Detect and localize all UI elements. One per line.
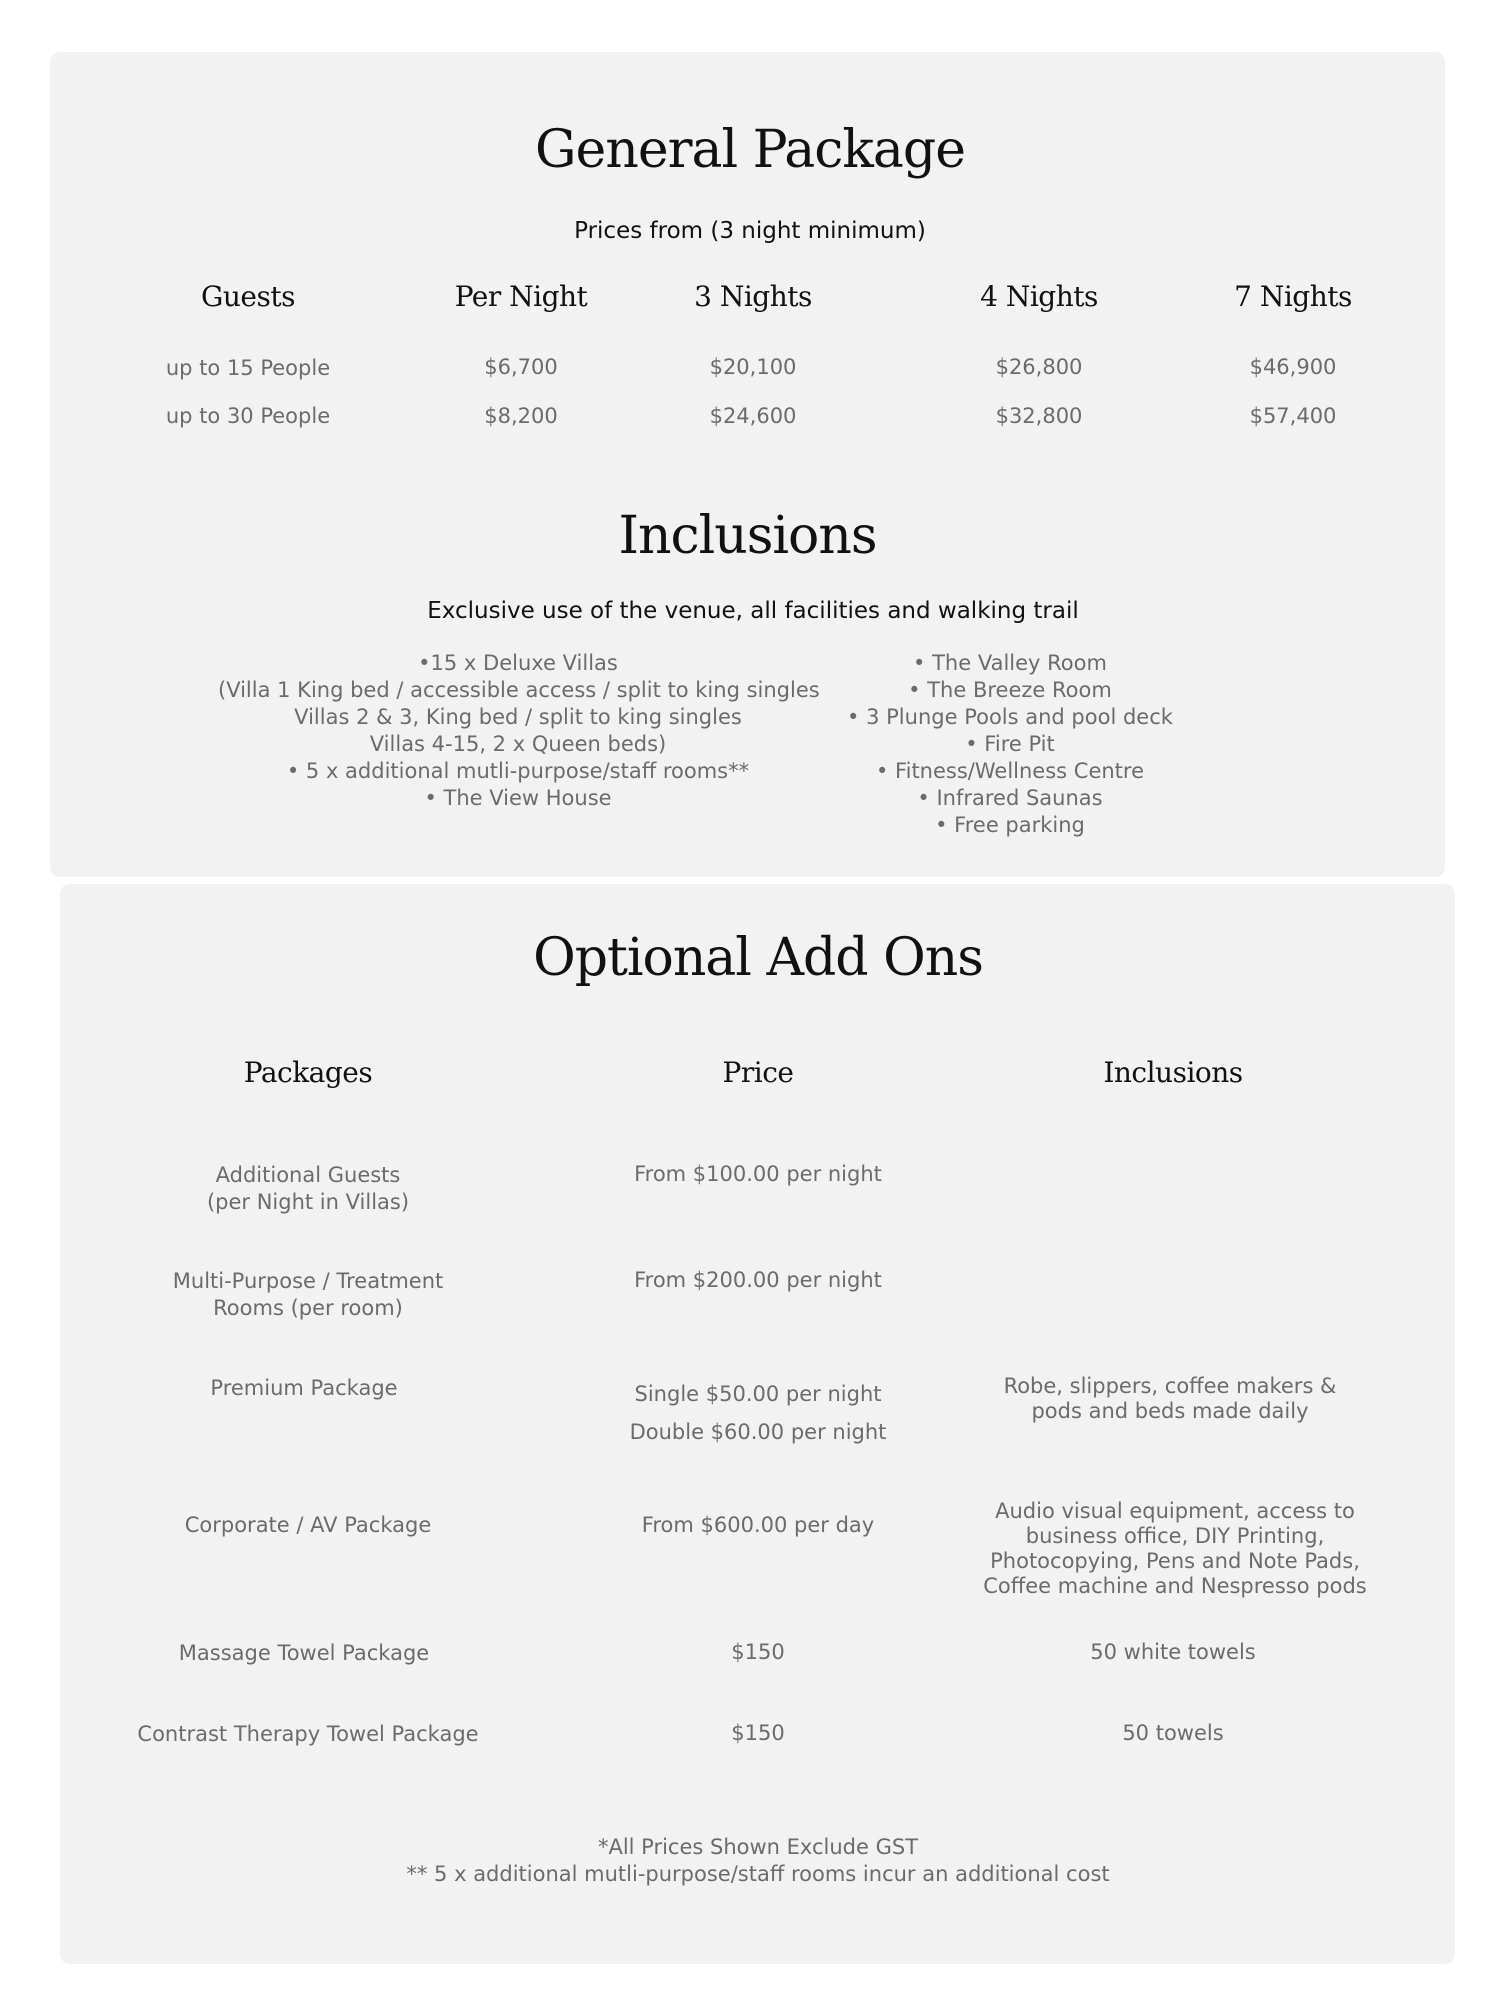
list-item: Villas 4-15, 2 x Queen beds) (369, 732, 667, 756)
addon-inclusions-line: Photocopying, Pens and Note Pads, (990, 1549, 1360, 1573)
addon-package (104, 1375, 504, 1402)
addon-package (98, 1721, 518, 1748)
list-item: • The Valley Room (913, 651, 1107, 675)
table-cell: $20,100 (709, 355, 797, 379)
addon-price-line: Single $50.00 per night (634, 1382, 882, 1406)
addon-inclusions (973, 1720, 1373, 1747)
inclusions-left-list (218, 650, 818, 812)
addon-package-line: Additional Guests (215, 1163, 401, 1187)
inclusions-title: Inclusions (618, 506, 877, 566)
general-package-subtitle: Prices from (3 night minimum) (574, 218, 926, 244)
addon-inclusions-line: Coffee machine and Nespresso pods (983, 1574, 1367, 1598)
addon-package-line: Massage Towel Package (178, 1641, 430, 1665)
inclusions-subtitle: Exclusive use of the venue, all facilities and walking trail (427, 598, 1079, 624)
table-cell: $46,900 (1249, 355, 1337, 379)
addon-package-line: Corporate / AV Package (184, 1513, 432, 1537)
addon-package-line: Premium Package (210, 1376, 398, 1400)
addon-package (108, 1512, 508, 1539)
list-item: • The Breeze Room (908, 678, 1112, 702)
list-item: • The View House (424, 786, 612, 810)
list-item: • 3 Plunge Pools and pool deck (847, 705, 1173, 729)
list-item: •15 x Deluxe Villas (418, 651, 618, 675)
col-header-per-night: Per Night (454, 280, 588, 313)
col-header-7-nights: 7 Nights (1234, 280, 1352, 313)
addon-package (108, 1162, 508, 1216)
addon-price-line: $150 (731, 1640, 785, 1664)
addon-price (558, 1512, 958, 1539)
col-header-4-nights: 4 Nights (980, 280, 1098, 313)
footnote-gst: *All Prices Shown Exclude GST (597, 1835, 919, 1859)
table-cell: $6,700 (484, 355, 558, 379)
addon-package-line: Contrast Therapy Towel Package (137, 1722, 479, 1746)
footnote-staff-rooms: ** 5 x additional mutli-purpose/staff rooms incur an additional cost (406, 1862, 1110, 1886)
col-header-3-nights: 3 Nights (694, 280, 812, 313)
list-item: • Fire Pit (965, 732, 1055, 756)
addon-inclusions-line: business office, DIY Printing, (1025, 1524, 1325, 1548)
addon-inclusions-line: Audio visual equipment, access to (995, 1499, 1355, 1523)
addon-price-line: $150 (731, 1721, 785, 1745)
addon-inclusions-line: 50 towels (1122, 1721, 1224, 1745)
addon-price-line: From $200.00 per night (634, 1268, 882, 1292)
list-item: • Fitness/Wellness Centre (876, 759, 1144, 783)
table-cell: $26,800 (995, 355, 1083, 379)
addon-package-line: (per Night in Villas) (206, 1190, 410, 1214)
inclusions-right-list (840, 650, 1180, 839)
list-item: (Villa 1 King bed / accessible access / split to king singles (218, 678, 820, 702)
list-item: Villas 2 & 3, King bed / split to king singles (294, 705, 742, 729)
addon-package-line: Multi-Purpose / Treatment (172, 1269, 444, 1293)
addon-price (558, 1639, 958, 1666)
addon-inclusions-line: pods and beds made daily (1031, 1399, 1309, 1423)
addon-inclusions (970, 1374, 1370, 1424)
addon-price-line: From $100.00 per night (634, 1162, 882, 1186)
addon-price-line: Double $60.00 per night (629, 1420, 887, 1444)
addon-package (104, 1640, 504, 1667)
table-cell: $32,800 (995, 404, 1083, 428)
addon-package (108, 1268, 508, 1322)
table-cell: $24,600 (709, 404, 797, 428)
addon-package-line: Rooms (per room) (213, 1296, 403, 1320)
col-header-packages: Packages (243, 1056, 373, 1089)
list-item: • Infrared Saunas (917, 786, 1103, 810)
table-cell: $8,200 (484, 404, 558, 428)
footnotes (308, 1834, 1208, 1888)
list-item: • 5 x additional mutli-purpose/staff rooms** (286, 759, 750, 783)
addon-inclusions (970, 1499, 1380, 1599)
col-header-inclusions: Inclusions (1103, 1056, 1243, 1089)
optional-add-ons-title: Optional Add Ons (533, 928, 983, 988)
table-cell: up to 30 People (165, 404, 331, 428)
col-header-guests: Guests (201, 280, 295, 313)
addon-price (558, 1161, 958, 1188)
list-item: • Free parking (935, 813, 1085, 837)
addon-inclusions-line: 50 white towels (1090, 1640, 1256, 1664)
addon-price (558, 1720, 958, 1747)
addon-inclusions (973, 1639, 1373, 1666)
addon-price-line: From $600.00 per day (641, 1513, 875, 1537)
general-package-title: General Package (535, 120, 965, 180)
addon-price (558, 1267, 958, 1294)
addon-inclusions-line: Robe, slippers, coffee makers & (1003, 1374, 1337, 1398)
addon-price (558, 1375, 958, 1451)
table-cell: up to 15 People (165, 356, 331, 380)
table-cell: $57,400 (1249, 404, 1337, 428)
col-header-price: Price (722, 1056, 794, 1089)
